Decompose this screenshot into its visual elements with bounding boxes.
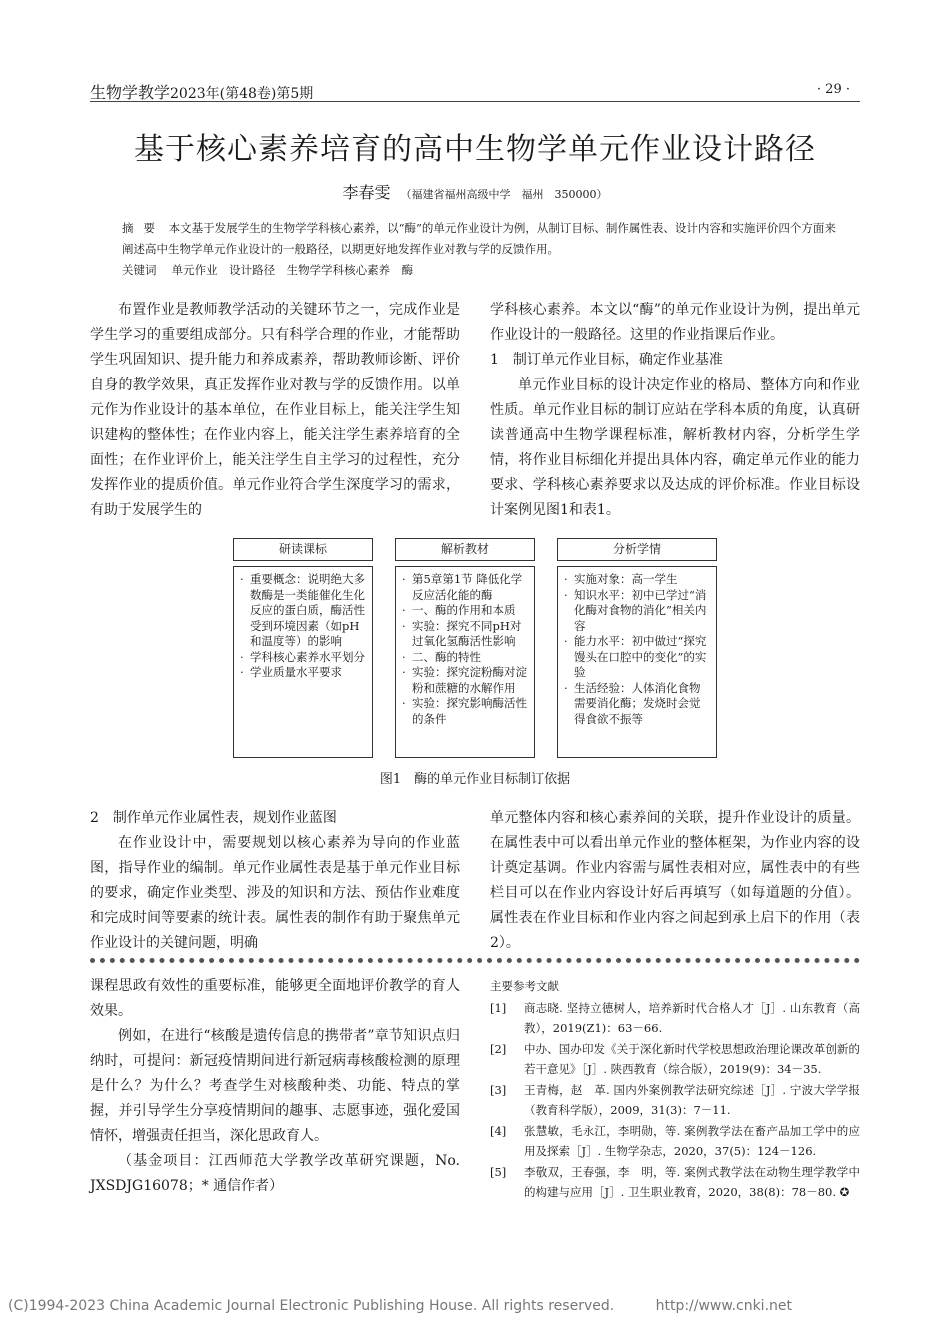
page-number: · 29 ·	[816, 82, 850, 97]
keywords-text: 单元作业 设计路径 生物学学科核心素养 酶	[171, 263, 414, 277]
copyright-text: (C)1994-2023 China Academic Journal Electronic Publishing House. All rights reserved.	[8, 1298, 615, 1314]
body-right-top	[490, 298, 860, 523]
author-name: 李春雯	[342, 183, 391, 202]
figure-col-heading: 研读课标	[233, 538, 373, 561]
intro-paragraph: 布置作业是教师教学活动的关键环节之一，完成作业是学生学习的重要组成部分。只有科学合理的作业，才能帮助学生巩固知识、提升能力和养成素养，帮助教师诊断、评价自身的教学效果，真正发挥作业对教与学的反馈作用。以单元作为作业设计的基本单位，在作业目标上，能关注学生知识建构的整体性；在作业内容上，能关注学生素养培育的全面性；在作业评价上，能关注学生自主学习的过程性，充分发挥作业的提质价值。单元作业符合学生深度学习的需求，有助于发展学生的	[90, 302, 460, 518]
author-affiliation: （福建省福州高级中学 福州 350000）	[400, 188, 608, 201]
reference-item: [2] 中办、国办印发《关于深化新时代学校思想政治理论课改革创新的若干意见》［J］. 陕西教育（综合版），2019(9)：34－35.	[490, 1042, 860, 1076]
section-2-heading: 2 制作单元作业属性表，规划作业蓝图	[90, 810, 337, 826]
figure-item: · 学业质量水平要求	[240, 665, 342, 679]
body-left-mid	[90, 806, 460, 956]
section-2-text: 在作业设计中，需要规划以核心素养为导向的作业蓝图，指导作业的编制。单元作业属性表是基于单元作业目标的要求，确定作业类型、涉及的知识和方法、预估作业难度和完成时间等要素的统计表。属性表的制作有助于聚焦单元作业设计的关键问题，明确	[90, 835, 460, 951]
figure-col-heading: 分析学情	[557, 538, 717, 561]
keywords	[122, 260, 842, 281]
journal-name: 生物学教学	[90, 83, 171, 102]
reference-item: [3] 王青梅，赵 革. 国内外案例教学法研究综述［J］. 宁波大学学报（教育科学版），2009，31(3)：7－11.	[490, 1083, 860, 1117]
body-left-top	[90, 298, 460, 523]
lower-paragraph: 课程思政有效性的重要标准，能够更全面地评价教学的育人效果。	[90, 978, 460, 1019]
running-header	[90, 80, 313, 103]
intro-continuation: 学科核心素养。本文以“酶”的单元作业设计为例，提出单元作业设计的一般路径。这里的作业指课后作业。	[490, 302, 860, 343]
figure-col-body	[395, 566, 535, 758]
figure-item: · 实验：探究影响酶活性的条件	[402, 696, 527, 726]
figure-item: · 第5章第1节 降低化学反应活化能的酶	[402, 572, 523, 602]
funding-note: （基金项目：江西师范大学教学改革研究课题，No. JXSDJG16078；* 通信作者）	[90, 1153, 460, 1194]
figure-item: · 实验：探究淀粉酶对淀粉和蔗糖的水解作用	[402, 665, 527, 695]
figure-item: · 实施对象：高一学生	[564, 572, 678, 586]
journal-issue: 2023年(第48卷)第5期	[170, 86, 314, 102]
figure-item: · 生活经验：人体消化食物需要消化酶；发烧时会觉得食欲不振等	[564, 680, 701, 726]
figure-col-heading: 解析教材	[395, 538, 535, 561]
body-right-mid	[490, 806, 860, 956]
abstract-label: 摘要	[122, 221, 165, 235]
author-line	[0, 180, 950, 203]
figure-item: · 知识水平：初中已学过“消化酶对食物的消化”相关内容	[564, 587, 707, 633]
figure-item: · 能力水平：初中做过“探究馒头在口腔中的变化”的实验	[564, 634, 707, 679]
lower-paragraph: 例如，在进行“核酸是遗传信息的携带者”章节知识点归纳时，可提问：新冠疫情期间进行新冠病毒核酸检测的原理是什么？为什么？考查学生对核酸种类、功能、特点的掌握，并引导学生分享疫情期间的趣事、志愿事迹，强化爱国情怀，增强责任担当，深化思政育人。	[90, 1028, 460, 1144]
keywords-label: 关键词	[122, 263, 157, 277]
figure-col-body	[557, 566, 717, 758]
section-1-text: 单元作业目标的设计决定作业的格局、整体方向和作业性质。单元作业目标的制订应站在学科本质的角度，认真研读普通高中生物学课程标准，解析教材内容，分析学生学情，将作业目标细化并提出具体内容，确定单元作业的能力要求、学科核心素养要求以及达成的评价标准。作业目标设计案例见图1和表1。	[490, 377, 860, 518]
section-2-continuation: 单元整体内容和核心素养间的关联，提升作业设计的质量。在属性表中可以看出单元作业的整体框架，为作业内容的设计奠定基调。作业内容需与属性表相对应，属性表中的有些栏目可以在作业内容设计好后再填写（如每道题的分值）。属性表在作业目标和作业内容之间起到承上启下的作用（表2）。	[490, 810, 860, 951]
abstract-text: 本文基于发展学生的生物学学科核心素养，以“酶”的单元作业设计为例，从制订目标、制作属性表、设计内容和实施评价四个方面来阐述高中生物学单元作业设计的一般路径，以期更好地发挥作业对教与学的反馈作用。	[122, 221, 836, 256]
figure-col-body	[233, 566, 373, 758]
figure-caption: 图1 酶的单元作业目标制订依据	[379, 772, 571, 787]
reference-item: [4] 张慧敏，毛永江，李明勋，等. 案例教学法在畜产品加工学中的应用及探索［J］. 生物学杂志，2020，37(5)：124－126.	[490, 1124, 860, 1158]
figure-1	[233, 538, 717, 758]
references	[490, 976, 860, 1203]
section-1-heading: 1 制订单元作业目标，确定作业基准	[490, 352, 723, 368]
figure-item: · 学科核心素养水平划分	[240, 649, 365, 664]
reference-item: [5] 李敬双，王春强，李 明，等. 案例式教学法在动物生理学教学中的构建与应用［J］. 卫生职业教育，2020，38(8)：78－80. ✪	[490, 1165, 860, 1199]
section-divider	[90, 958, 860, 963]
references-title: 主要参考文献	[490, 979, 559, 993]
figure-item: · 实验：探究不同pH对过氧化氢酶活性影响	[402, 618, 522, 648]
figure-item: · 一、酶的作用和本质	[402, 603, 516, 617]
header-rule	[90, 101, 860, 102]
figure-item: · 重要概念：说明绝大多数酶是一类能催化生化反应的蛋白质，酶活性受到环境因素（如pH和温度等）的影响	[240, 572, 365, 648]
body-left-lower	[90, 974, 460, 1199]
article-title: 基于核心素养培育的高中生物学单元作业设计路径	[134, 132, 816, 167]
figure-item: · 二、酶的特性	[402, 649, 481, 664]
abstract	[122, 218, 842, 260]
reference-item: [1] 商志晓. 坚持立德树人，培养新时代合格人才［J］. 山东教育（高教），2019(Z1)：63－66.	[490, 1001, 860, 1035]
cnki-url[interactable]: http://www.cnki.net	[655, 1298, 792, 1314]
